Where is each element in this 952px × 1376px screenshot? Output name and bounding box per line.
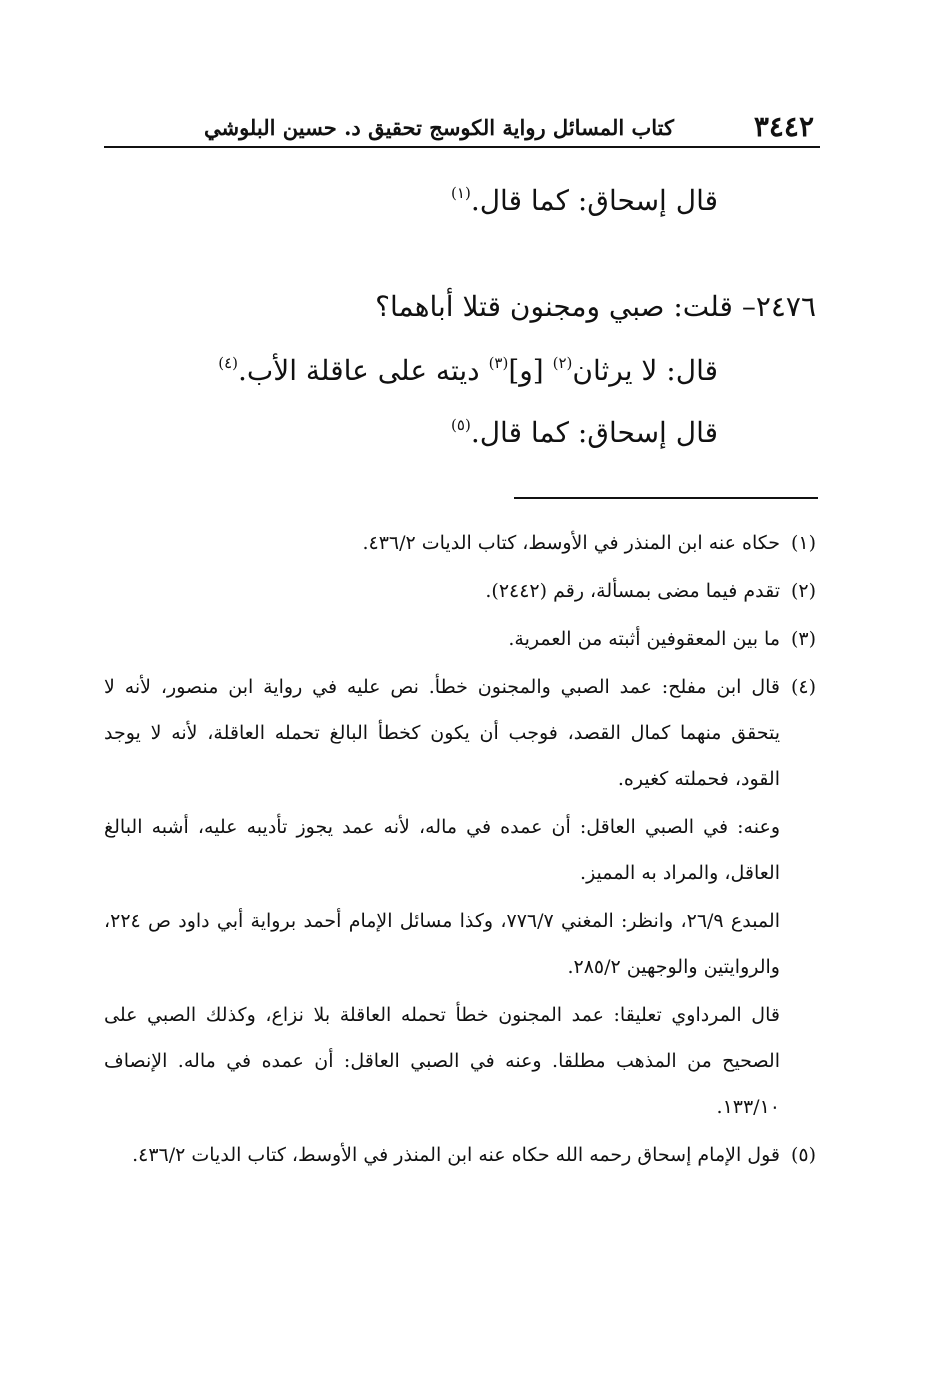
footnote-1-number: (١) [790, 532, 816, 554]
answer-bracket: [و] [508, 354, 553, 387]
answer-part-2: ديته على عاقلة الأب. [238, 354, 489, 387]
footnote-5-number: (٥) [790, 1144, 816, 1166]
question-number: ٢٤٧٦ [755, 290, 816, 323]
footnote-ref-1: (١) [451, 184, 471, 202]
footnote-5 [104, 1132, 816, 1178]
footnote-ref-5: (٥) [451, 416, 471, 434]
ishaq-statement-1-text: قال إسحاق: كما قال. [470, 184, 718, 217]
question-text: – قلت: صبي ومجنون قتلا أباهما؟ [375, 290, 756, 323]
footnote-ref-2: (٢) [552, 354, 573, 372]
footnote-4-paragraph-3: المبدع ٢٦/٩، وانظر: المغني ٧٧٦/٧، وكذا مسائل الإمام أحمد برواية أبي داود ص ٢٢٤، والروايتين والوجهين ٢٨٥/٢. [104, 910, 780, 978]
footnote-ref-4: (٤) [218, 354, 238, 372]
footnote-4-paragraph-2: وعنه: في الصبي العاقل: أن عمده في ماله، لأنه عمد يجوز تأديبه عليه، أشبه البالغ العاقل، والمراد به المميز. [104, 816, 780, 884]
question-2476 [375, 290, 816, 323]
ishaq-statement-1 [451, 184, 718, 217]
answer-part-1: قال: لا يرثان [572, 354, 718, 387]
answer-line [218, 354, 718, 387]
ishaq-statement-2-text: قال إسحاق: كما قال. [470, 416, 718, 449]
footnote-2 [104, 568, 816, 614]
footnote-2-text: تقدم فيما مضى بمسألة، رقم (٢٤٤٢). [485, 580, 780, 602]
ishaq-statement-2 [451, 416, 718, 449]
footnote-2-number: (٢) [790, 580, 816, 602]
footnote-4 [104, 664, 816, 802]
running-title: كتاب المسائل رواية الكوسج تحقيق د. حسين البلوشي [203, 115, 674, 140]
page-header [104, 108, 820, 148]
footnote-4-paragraph-4: قال المرداوي تعليقا: عمد المجنون خطأ تحمله العاقلة بلا نزاع، وكذلك الصبي على الصحيح من المذهب مطلقا. وعنه في الصبي العاقل: أن عمده في ماله. الإنصاف ١٣٣/١٠. [104, 1004, 780, 1118]
footnote-3-number: (٣) [790, 628, 816, 650]
footnote-3-text: ما بين المعقوفين أثبته من العمرية. [508, 628, 780, 650]
footnote-1-text: حكاه عنه ابن المنذر في الأوسط، كتاب الديات ٤٣٦/٢. [362, 532, 780, 554]
page-number: ٣٤٤٢ [753, 110, 814, 143]
footnote-3 [104, 616, 816, 662]
footnotes [104, 520, 816, 1180]
footnote-4-text: قال ابن مفلح: عمد الصبي والمجنون خطأ. نص عليه في رواية ابن منصور، لأنه لا يتحقق منهما كمال القصد، فوجب أن يكون كخطأ البالغ تحمله العاقلة، لأنه لا يوجد القود، فحملته كغيره. [104, 676, 780, 790]
footnote-ref-3: (٣) [488, 354, 509, 372]
footnote-1 [104, 520, 816, 566]
footnote-4-number: (٤) [790, 676, 816, 698]
footnote-5-text: قول الإمام إسحاق رحمه الله حكاه عنه ابن المنذر في الأوسط، كتاب الديات ٤٣٦/٢. [132, 1144, 780, 1166]
footnote-separator [514, 497, 818, 499]
